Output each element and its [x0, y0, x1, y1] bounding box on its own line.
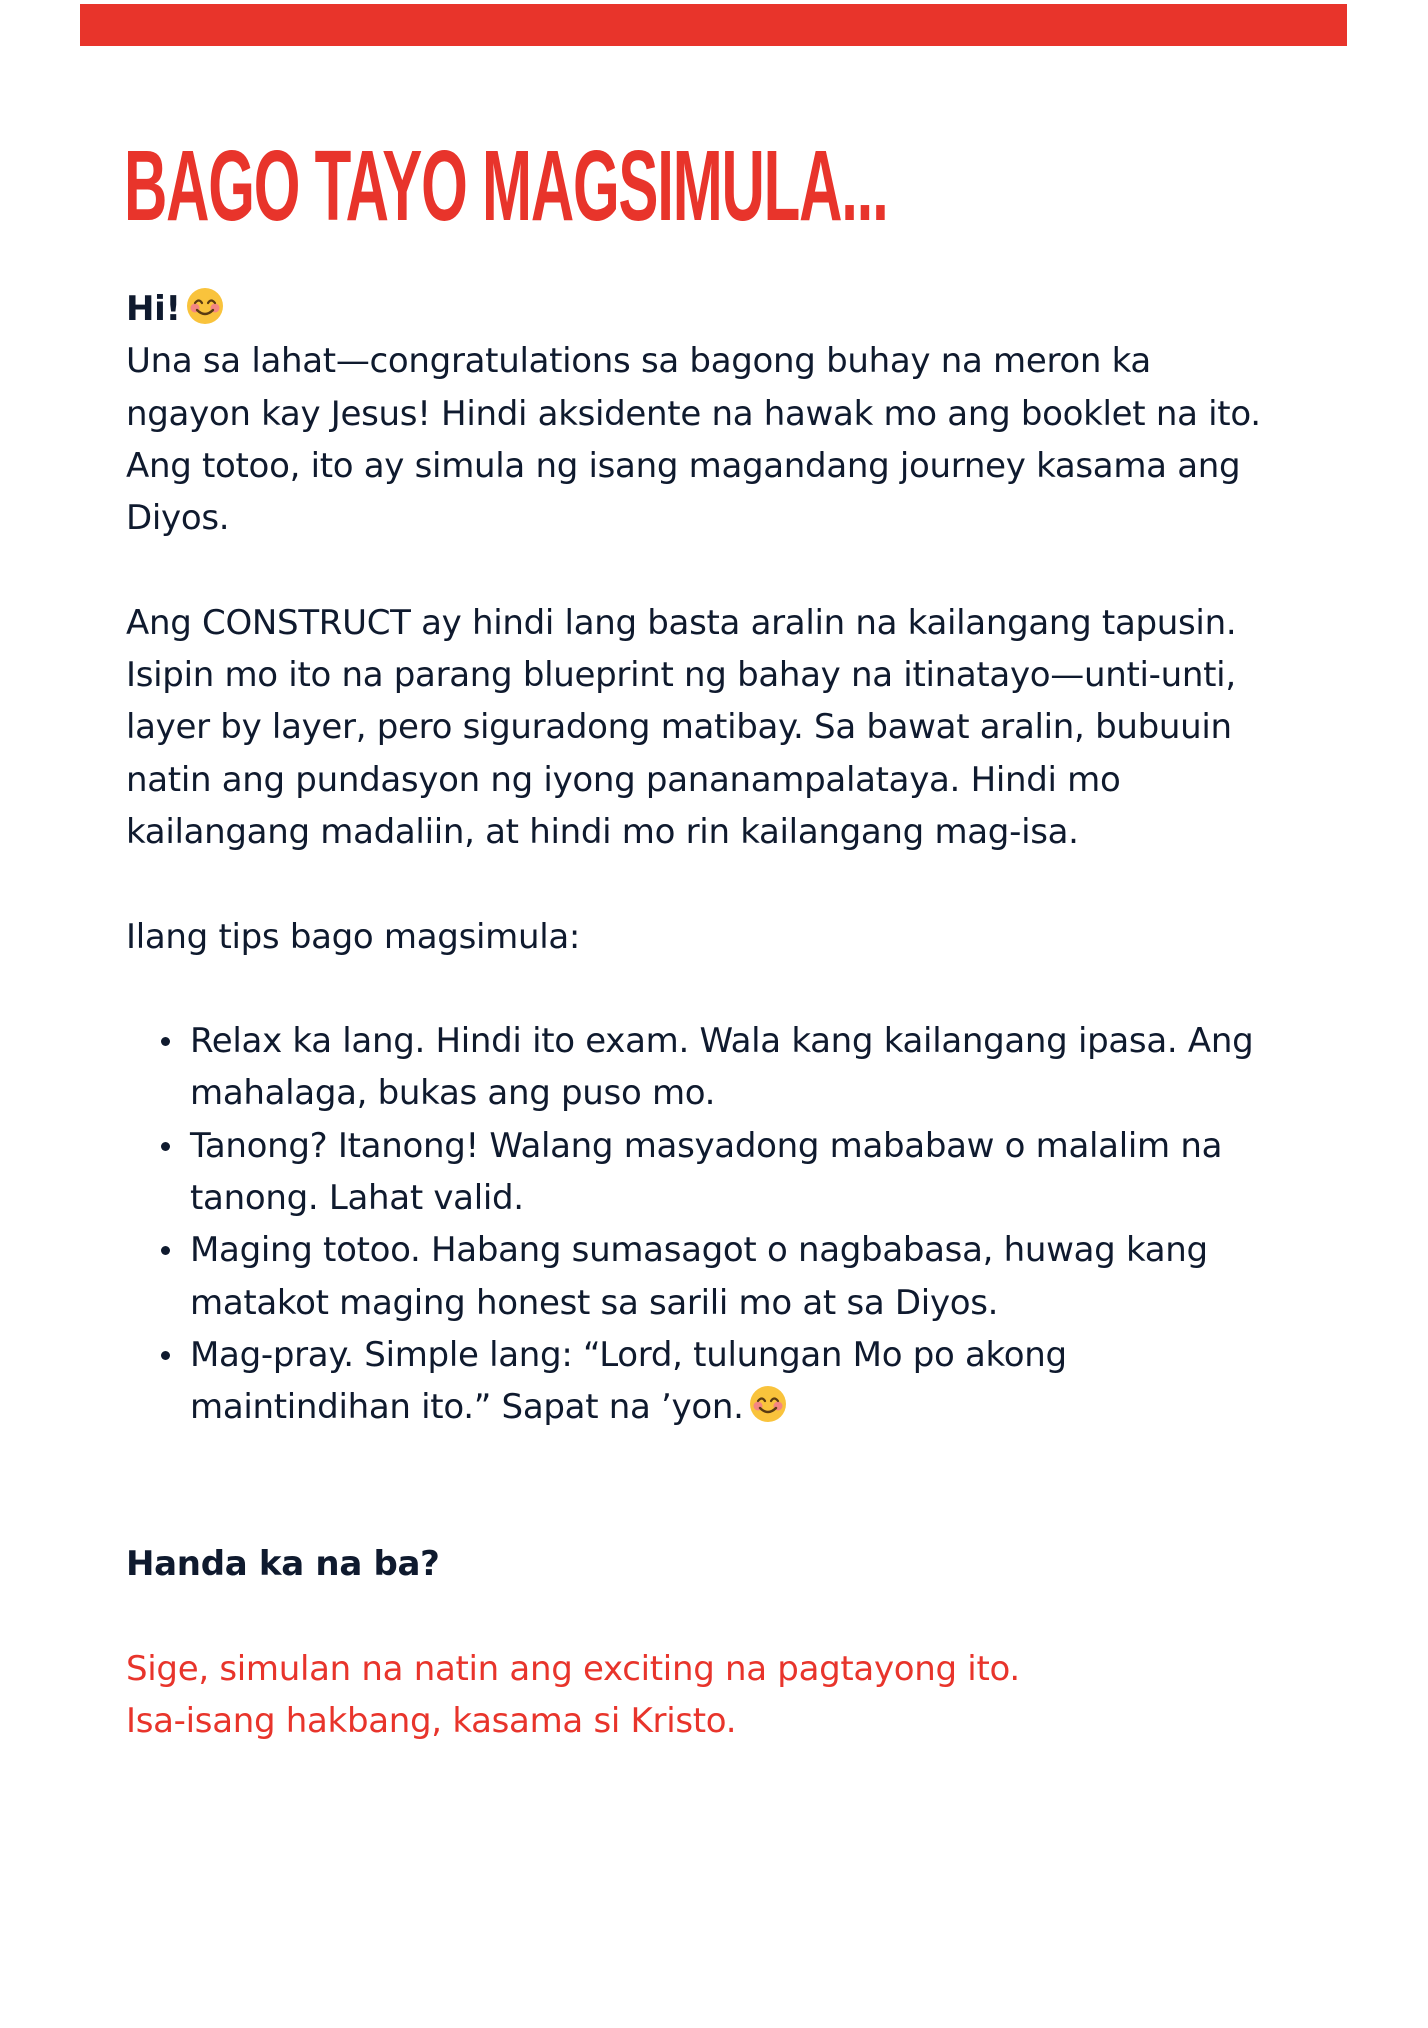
spacer	[126, 963, 1326, 1015]
tip-item	[126, 1224, 1266, 1329]
tip-text: Tanong? Itanong! Walang masyadong mababaw o malalim na tanong. Lahat valid.	[190, 1125, 1223, 1219]
spacer	[126, 858, 1326, 910]
top-accent-bar	[80, 4, 1347, 46]
closing-line: Isa-isang hakbang, kasama si Kristo.	[126, 1701, 737, 1742]
bullet-icon	[161, 1246, 170, 1255]
ready-question: Handa ka na ba?	[126, 1544, 440, 1585]
intro-paragraph: Una sa lahat—congratulations sa bagong buhay na meron ka ngayon kay Jesus! Hindi aksidente na hawak mo ang booklet na ito. Ang totoo, ito ay simula ng isang magandang journey kasama ang Diyos.	[126, 341, 1261, 539]
greeting-text: Hi!	[126, 289, 181, 329]
tips-list	[126, 1015, 1266, 1433]
spacer	[126, 1486, 1326, 1538]
spacer	[126, 1434, 1326, 1486]
tip-item	[126, 1015, 1266, 1120]
tip-item	[126, 1329, 1266, 1434]
page-content	[126, 283, 1326, 1747]
page-title: BAGO TAYO MAGSIMULA...	[124, 130, 888, 242]
tip-item	[126, 1120, 1266, 1225]
bullet-icon	[161, 1037, 170, 1046]
tips-intro: Ilang tips bago magsimula:	[126, 916, 581, 957]
tip-text: Relax ka lang. Hindi ito exam. Wala kang kailangang ipasa. Ang mahalaga, bukas ang puso mo.	[190, 1021, 1254, 1114]
tip-text: Maging totoo. Habang sumasagot o nagbabasa, huwag kang matakot maging honest sa sarili mo at sa Diyos.	[190, 1230, 1208, 1323]
smiling-face-emoji-icon	[748, 1384, 788, 1424]
spacer	[126, 544, 1326, 596]
smiling-face-emoji-icon	[185, 286, 225, 326]
bullet-icon	[161, 1142, 170, 1151]
construct-paragraph: Ang CONSTRUCT ay hindi lang basta aralin na kailangang tapusin. Isipin mo ito na parang blueprint ng bahay na itinatayo—unti-unti, layer by layer, pero siguradong matibay. Sa bawat aralin, bubuuin natin ang pundasyon ng iyong pananampalataya. Hindi mo kailangang madaliin, at hindi mo rin kailangang mag-isa.	[126, 602, 1237, 852]
spacer	[126, 1590, 1326, 1642]
greeting	[126, 283, 1326, 335]
closing-line: Sige, simulan na natin ang exciting na pagtayong ito.	[126, 1648, 1020, 1689]
bullet-icon	[161, 1351, 170, 1360]
tip-text: Mag-pray. Simple lang: “Lord, tulungan Mo po akong maintindihan ito.” Sapat na ’yon.	[190, 1334, 1067, 1428]
